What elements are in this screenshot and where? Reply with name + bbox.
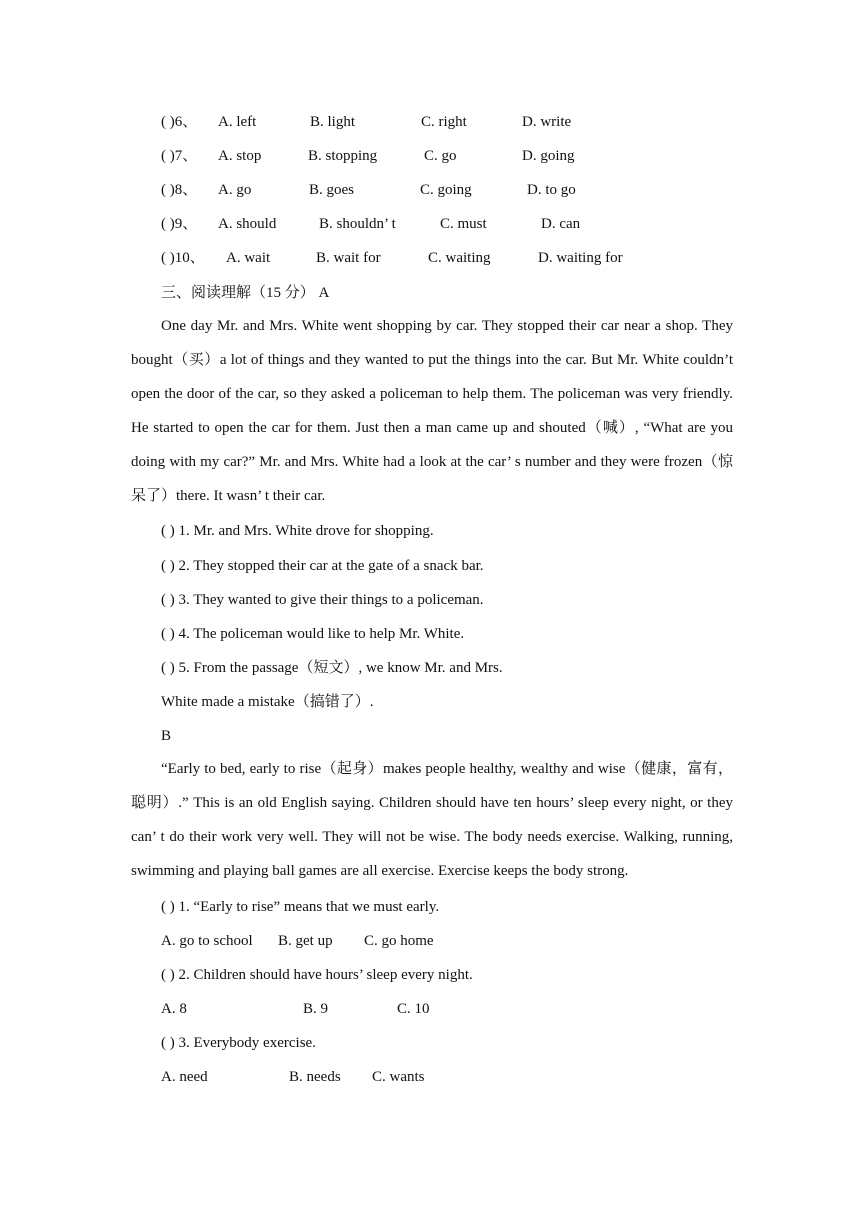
question-number: ( )6、: [161, 114, 198, 130]
option-c: C. going: [420, 182, 472, 198]
choice-line-6: [0, 111, 865, 133]
option-d: D. can: [541, 216, 581, 232]
option-d: D. going: [522, 148, 575, 164]
option-a: A. left: [218, 114, 257, 130]
option-a: A. go to school: [161, 933, 253, 949]
b-question-3: [0, 1032, 865, 1054]
b-question-2: [0, 964, 865, 986]
option-b: B. wait for: [316, 250, 381, 266]
choice-line-8: [0, 179, 865, 201]
option-b: B. shouldn’ t: [319, 216, 396, 232]
a-question-4: [0, 623, 865, 645]
option-d: D. write: [522, 114, 572, 130]
a-question-5-continued: [0, 691, 865, 713]
question-number: ( )10、: [161, 250, 205, 266]
question-text: ( ) 3. Everybody exercise.: [161, 1035, 316, 1051]
option-b: B. goes: [309, 182, 354, 198]
question-text: ( ) 1. “Early to rise” means that we must early.: [161, 899, 440, 915]
option-b: B. light: [310, 114, 356, 130]
question-text: ( ) 5. From the passage（短文）, we know Mr. and Mrs.: [161, 660, 503, 676]
option-c: C. go: [424, 148, 457, 164]
option-c: C. right: [421, 114, 467, 130]
option-c: C. wants: [372, 1069, 425, 1085]
b-question-1-options: [0, 930, 865, 952]
option-b: B. stopping: [308, 148, 378, 164]
choice-line-10: [0, 247, 865, 269]
option-c: C. must: [440, 216, 487, 232]
a-question-3: [0, 589, 865, 611]
question-text: ( ) 4. The policeman would like to help Mr. White.: [161, 626, 465, 642]
a-question-1: [0, 520, 865, 542]
question-text: ( ) 1. Mr. and Mrs. White drove for shopping.: [161, 523, 434, 539]
option-d: D. waiting for: [538, 250, 623, 266]
question-text: ( ) 3. They wanted to give their things to a policeman.: [161, 592, 484, 608]
option-c: C. waiting: [428, 250, 491, 266]
option-a: A. wait: [226, 250, 271, 266]
option-a: A. should: [218, 216, 277, 232]
question-number: ( )9、: [161, 216, 198, 232]
option-a: A. go: [218, 182, 252, 198]
option-a: A. 8: [161, 1001, 187, 1017]
b-question-3-options: [0, 1066, 865, 1088]
question-text: White made a mistake（搞错了）.: [161, 694, 374, 710]
section-heading: 三、阅读理解（15 分） A: [161, 285, 330, 301]
question-text: ( ) 2. Children should have hours’ sleep every night.: [161, 967, 473, 983]
part-b-label: B: [161, 728, 172, 744]
b-question-1: [0, 896, 865, 918]
option-c: C. 10: [397, 1001, 430, 1017]
a-question-5: [0, 657, 865, 679]
question-number: ( )7、: [161, 148, 198, 164]
choice-line-9: [0, 213, 865, 235]
b-question-2-options: [0, 998, 865, 1020]
option-a: A. need: [161, 1069, 208, 1085]
question-text: ( ) 2. They stopped their car at the gate of a snack bar.: [161, 558, 484, 574]
question-number: ( )8、: [161, 182, 198, 198]
option-b: B. 9: [303, 1001, 329, 1017]
option-c: C. go home: [364, 933, 434, 949]
option-a: A. stop: [218, 148, 262, 164]
option-b: B. get up: [278, 933, 333, 949]
option-b: B. needs: [289, 1069, 341, 1085]
choice-line-7: [0, 145, 865, 167]
passage-b: “Early to bed, early to rise（起身）makes people healthy, wealthy and wise（健康，富有，聪明）.” This is an old English saying. Children should have ten hours’ sleep every night, or they can’ t do their work very well. They will not be wise. The body needs exercise. Walking, running, swimming and playing ball games are all exercise. Exercise keeps the body strong.: [131, 761, 733, 879]
section-heading-line: [0, 282, 865, 304]
a-question-2: [0, 555, 865, 577]
part-b-label-line: [0, 725, 865, 747]
passage-a: One day Mr. and Mrs. White went shopping by car. They stopped their car near a shop. They bought（买）a lot of things and they wanted to put the things into the car. But Mr. White couldn’t open the door of the car, so they asked a policeman to help them. The policeman was very friendly. He started to open the car for them. Just then a man came up and shouted（喊）, “What are you doing with my car?” Mr. and Mrs. White had a look at the car’ s number and they were frozen（惊呆了）there. It wasn’ t their car.: [131, 318, 733, 504]
option-d: D. to go: [527, 182, 576, 198]
